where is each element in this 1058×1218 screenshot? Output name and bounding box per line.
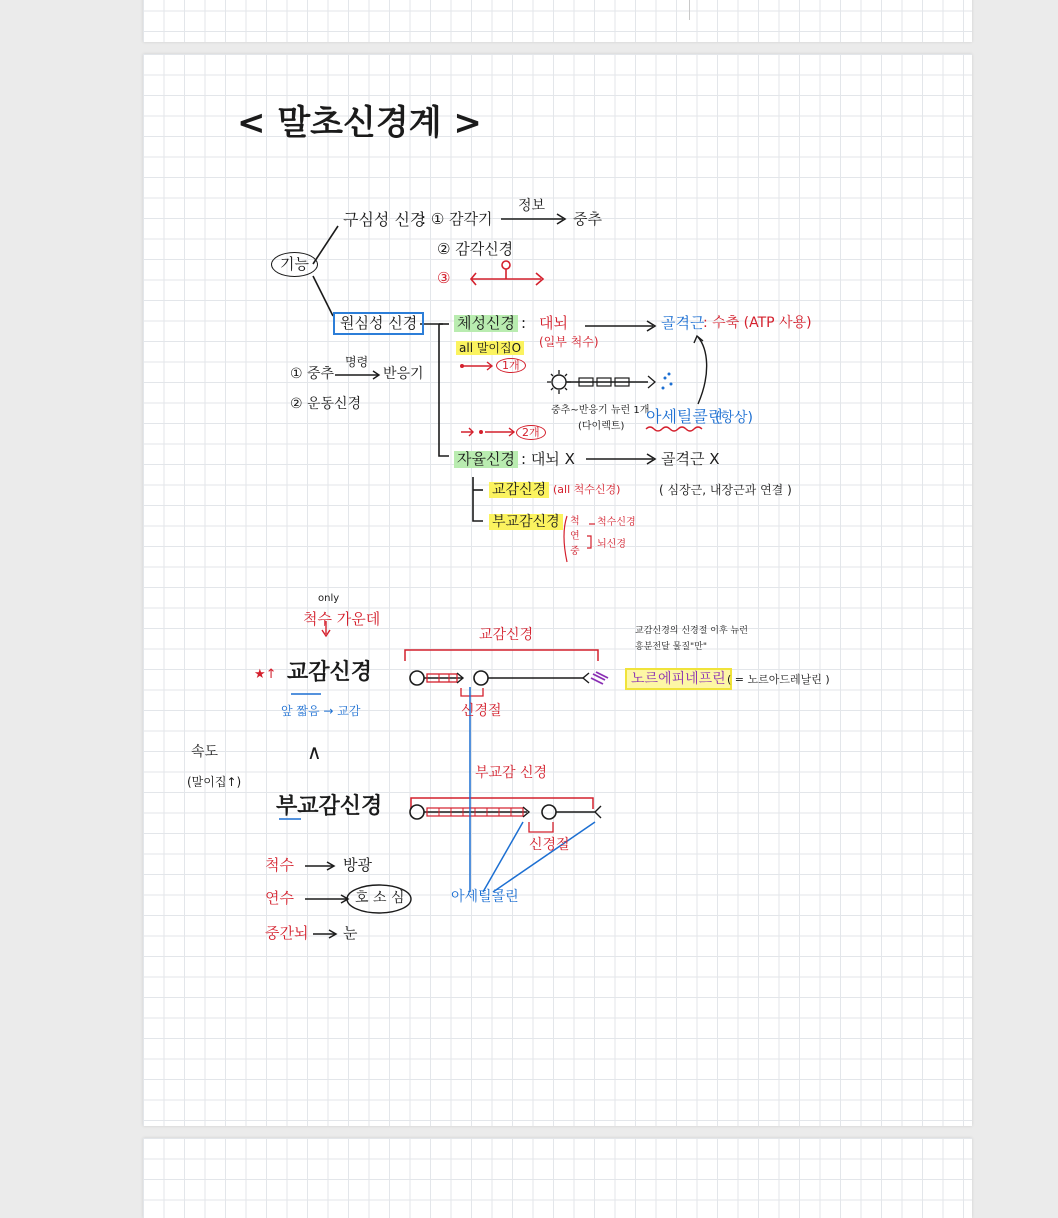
norepi-note-line2: 흥분전달 물질"만" [635,642,707,652]
para-path-from-1: 척수 [265,856,294,874]
somatic-note-line2: (다이렉트) [578,421,625,432]
para-cranial: 뇌신경 [597,539,626,550]
autonomic-target: 골격근 X [661,450,720,468]
para-path-to-3: 눈 [343,924,358,942]
only-label: only [318,593,340,604]
afferent-label: 구심성 신경 [343,210,426,229]
somatic-colon: : [521,314,527,332]
diagram-sym-label: 교감신경 [479,627,534,643]
sympathetic-note: (all 척수신경) [553,483,621,496]
para-branch-2: 연 [570,531,580,542]
compare-sign: ∧ [307,740,322,764]
star-mark: ★↑ [254,667,277,682]
speed-label: 속도 [191,744,219,760]
para-spinal: 척수신경 [597,517,636,528]
next-page [143,1138,972,1218]
somatic-brain: 대뇌 [539,314,568,332]
somatic-label: 체성신경 [454,315,518,332]
afferent-item2: ② 감각신경 [437,240,514,258]
diagram-lines [143,54,972,1126]
somatic-brain-note: (일부 척수) [539,335,599,349]
para-path-from-2: 연수 [265,889,294,907]
norepinephrine-label: 노르에피네프린 [625,668,732,690]
efferent-flow-arrow-label: 명령 [345,355,369,369]
para-branch-1: 척 [570,516,580,527]
acetylcholine-label: 아세틸콜린 [451,889,519,905]
para-path-from-3: 중간뇌 [265,924,309,942]
para-path-to-2: 호 소 심 [355,890,405,906]
afferent-target: 중추 [573,210,602,228]
ganglion-label-1: 신경절 [461,703,502,719]
speed-note: (말이집↑) [187,775,242,789]
somatic-transmitter-note: (항상) [715,410,753,426]
somatic-all-myelin: all 말이집O [456,341,524,355]
autonomic-count2: 2개 [516,425,546,440]
somatic-note-line1: 중추~반응기 뉴런 1개 [551,405,650,416]
para-branch-3: 중 [570,546,580,557]
efferent-label: 원심성 신경 [333,312,424,335]
somatic-count1: 1개 [496,358,526,373]
afferent-arrow-label: 정보 [518,198,546,214]
parasympathetic-label: 부교감신경 [489,514,563,530]
afferent-item3: ③ [437,269,451,287]
autonomic-label: 자율신경 [454,451,518,468]
efferent-motor: ② 운동신경 [290,396,362,412]
norepinephrine-note: ( = 노르아드레날린 ) [727,673,830,686]
sympathetic-big: 교감신경 [287,660,373,685]
autonomic-target-note: ( 심장근, 내장근과 연결 ) [659,483,792,497]
page-title: < 말초신경계 > [237,103,482,143]
norepi-note-line1: 교감신경의 신경절 이후 뉴런 [635,626,748,636]
somatic-transmitter: 아세틸콜린 [646,407,724,426]
spinal-middle: 척수 가운데 [303,610,381,628]
efferent-flow-start: ① 중추 [290,366,335,382]
para-path-to-1: 방광 [343,856,372,874]
ganglion-label-2: 신경절 [529,837,570,853]
note-page [143,54,972,1126]
somatic-effect: : 수축 (ATP 사용) [703,315,812,331]
autonomic-brain: : 대뇌 X [521,450,575,468]
page-divider [689,0,700,20]
para-big: 부교감신경 [276,794,383,819]
function-node: 기능 [271,252,318,277]
sym-short: 앞 짧음 → 교감 [281,704,361,718]
diagram-para-label: 부교감 신경 [475,765,548,781]
somatic-target: 골격근 [661,314,705,332]
efferent-flow-end: 반응기 [383,366,424,382]
afferent-item1: : ① 감각기 [421,210,493,228]
previous-page [143,0,972,42]
sympathetic-label: 교감신경 [489,482,549,498]
